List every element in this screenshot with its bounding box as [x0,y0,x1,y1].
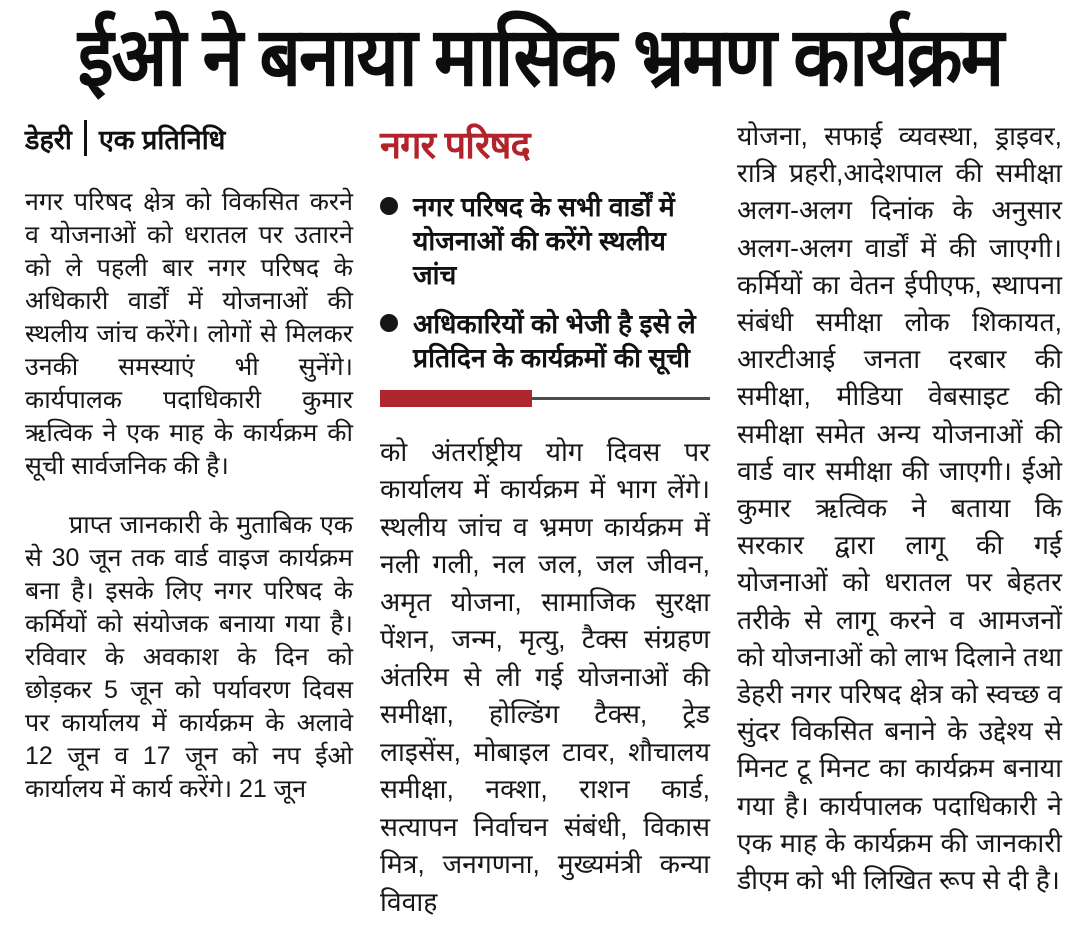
byline [25,116,353,160]
column1-paragraph-1: नगर परिषद क्षेत्र को विकसित करने व योजनाओं को धरातल पर उतारने को ले पहली बार नगर परिषद के अधिकारी वार्डों में योजनाओं की स्थलीय जांच करेंगे। लोगों से मिलकर उनकी समस्याएं भी सुनेंगे। कार्यपालक पदाधिकारी कुमार ऋत्विक ने एक माह के कार्यक्रम की सूची सार्वजनिक की है। [25,188,353,480]
column-1 [25,112,353,948]
newspaper-clipping [0,2,1080,917]
article-headline: ईओ ने बनाया मासिक भ्रमण कार्यक्रम [77,12,1003,103]
bullet-icon [380,197,398,215]
red-bar [380,390,532,407]
bullet-icon [380,314,398,332]
column2-body: को अंतर्राष्ट्रीय योग दिवस पर कार्यालय में कार्यक्रम में भाग लेंगे। स्थलीय जांच व भ्रमण कार्यक्रम में नली गली, नल जल, जल जीवन, अमृत योजना, सामाजिक सुरक्षा पेंशन, जन्म, मृत्यु, टैक्स संग्रहण अंतरिम से ली गई योजनाओं की समीक्षा, होल्डिंग टैक्स, ट्रेड लाइसेंस, मोबाइल टावर, शौचालय समीक्षा, नक्शा, राशन कार्ड, सत्यापन निर्वाचन संबंधी, विकास मित्र, जनगणना, मुख्यमंत्री कन्या विवाह [380,436,710,917]
column3-body: योजना, सफाई व्यवस्था, ड्राइवर, रात्रि प्रहरी,आदेशपाल की समीक्षा अलग-अलग दिनांक के अनुसार अलग-अलग वार्डों में की जाएगी। कर्मियों का वेतन ईपीएफ, स्थापना संबंधी समीक्षा लोक शिकायत, आरटीआई जनता दरबार की समीक्षा, मीडिया वेबसाइट की समीक्षा समेत अन्य योजनाओं की वार्ड वार समीक्षा की जाएगी। ईओ कुमार ऋत्विक ने बताया कि सरकार द्वारा लागू की गई योजनाओं को धरातल पर बेहतर तरीके से लागू करने व आमजनों को योजनाओं को लाभ दिलाने तथा डेहरी नगर परिषद क्षेत्र को स्वच्छ व सुंदर विकसित बनाने के उद्देश्य से मिनट टू मिनट का कार्यक्रम बनाया गया है। कार्यपालक पदाधिकारी ने एक माह के कार्यक्रम की जानकारी डीएम को भी लिखित रूप से दी है। [737,121,1062,896]
byline-reporter: एक प्रतिनिधि [98,124,226,155]
article-columns [0,112,1080,948]
bullet-item-2 [380,307,710,375]
bullet-item-1 [380,190,710,292]
divider-rule [532,397,710,400]
column-2 [380,112,710,948]
section-heading: नगर परिषद [380,125,530,167]
highlight-bullet-list [380,190,710,375]
section-divider [380,390,710,407]
column-3 [737,112,1062,948]
byline-divider [84,120,87,156]
bullet-text-1: नगर परिषद के सभी वार्डों में योजनाओं की करेंगे स्थलीय जांच [413,192,675,290]
bullet-text-2: अधिकारियों को भेजी है इसे ले प्रतिदिन के कार्यक्रमों की सूची [413,309,696,373]
column1-paragraph-2: प्राप्त जानकारी के मुताबिक एक से 30 जून तक वार्ड वाइज कार्यक्रम बना है। इसके लिए नगर परिषद के कर्मियों को संयोजक बनाया गया है। रविवार के अवकाश के दिन को छोड़कर 5 जून को पर्यावरण दिवस पर कार्यालय में कार्यक्रम के अलावे 12 जून व 17 जून को नप ईओ कार्यालय में कार्य करेंगे। 21 जून [25,511,353,803]
byline-location: डेहरी [25,124,72,155]
